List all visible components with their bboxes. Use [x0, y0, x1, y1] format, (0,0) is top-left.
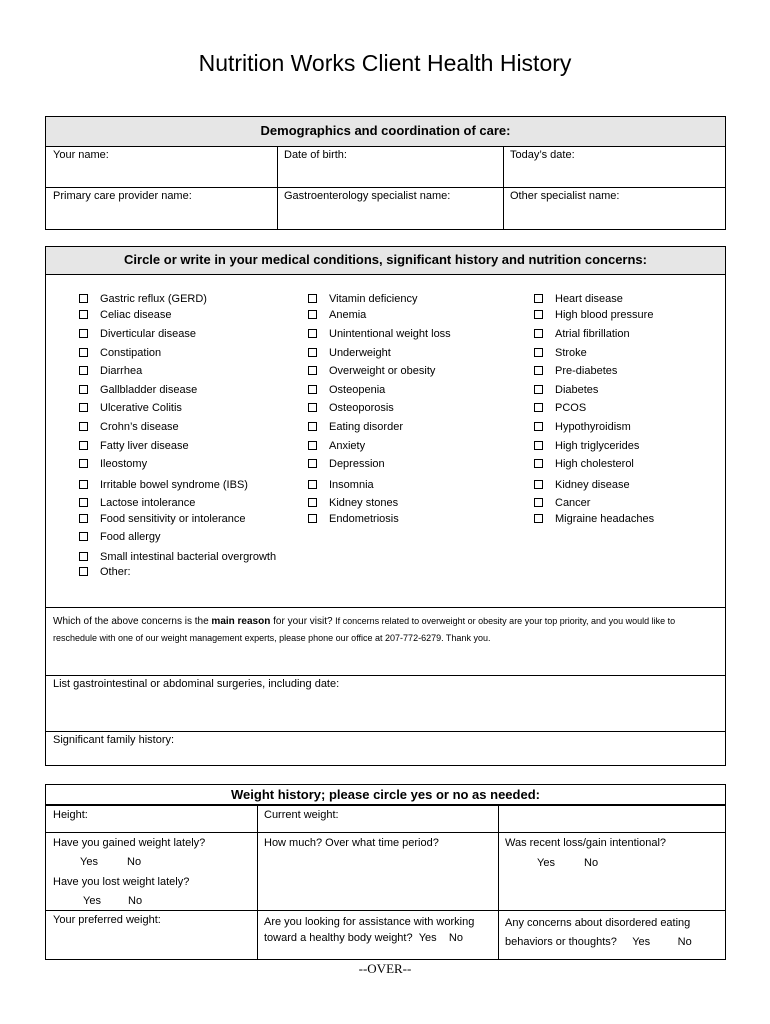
condition-label: Kidney disease — [555, 479, 630, 491]
checkbox-icon[interactable] — [79, 552, 88, 561]
condition-item[interactable] — [79, 347, 161, 359]
condition-label: Insomnia — [329, 479, 374, 491]
condition-label: Vitamin deficiency — [329, 293, 418, 305]
lost-weight-no[interactable]: No — [128, 895, 143, 907]
preferred-weight-field[interactable]: Your preferred weight: — [53, 914, 161, 926]
checkbox-icon[interactable] — [79, 498, 88, 507]
condition-item[interactable] — [308, 293, 417, 305]
condition-label: Hypothyroidism — [555, 421, 631, 433]
conditions-checklist — [46, 275, 725, 607]
condition-item[interactable] — [79, 402, 182, 414]
disordered-eating-text: Any concerns about disordered eating behaviors or thoughts? — [505, 917, 691, 948]
condition-item[interactable] — [534, 365, 617, 377]
main-reason-note: If concerns related to overweight or obesity are your top priority, and you would like to reschedule with one of our weight management experts, please phone our office at 207-772-6279. Thank you. — [53, 616, 676, 643]
assistance-no[interactable]: No — [448, 932, 463, 944]
checkbox-icon[interactable] — [534, 348, 543, 357]
condition-item[interactable] — [79, 458, 147, 470]
intentional-question: Was recent loss/gain intentional? — [505, 837, 667, 849]
checkbox-icon[interactable] — [308, 294, 317, 303]
condition-label: Ulcerative Colitis — [100, 402, 182, 414]
gained-weight-question: Have you gained weight lately? — [53, 837, 206, 849]
checkbox-icon[interactable] — [534, 366, 543, 375]
demographics-table — [45, 116, 726, 230]
condition-item[interactable] — [79, 551, 276, 563]
condition-item[interactable] — [308, 402, 394, 414]
condition-item[interactable] — [79, 497, 195, 509]
condition-item[interactable] — [79, 513, 246, 525]
intentional-no[interactable]: No — [584, 857, 599, 869]
conditions-header: Circle or write in your medical conditions, significant history and nutrition concerns: — [46, 247, 725, 275]
condition-label: Stroke — [555, 347, 587, 359]
current-weight-field[interactable]: Current weight: — [264, 809, 339, 821]
condition-item[interactable] — [308, 347, 391, 359]
height-field[interactable]: Height: — [53, 809, 88, 821]
condition-label: Osteopenia — [329, 384, 386, 396]
gastroenterology-specialist-field[interactable]: Gastroenterology specialist name: — [284, 190, 451, 202]
condition-label: Endometriosis — [329, 513, 399, 525]
condition-item[interactable] — [308, 309, 366, 321]
condition-item[interactable] — [534, 328, 630, 340]
condition-item[interactable] — [534, 402, 586, 414]
gained-weight-no[interactable]: No — [127, 856, 142, 868]
condition-label: Fatty liver disease — [100, 440, 189, 452]
condition-item[interactable] — [79, 365, 142, 377]
condition-item[interactable] — [534, 293, 623, 305]
checkbox-icon[interactable] — [534, 480, 543, 489]
disordered-eating-no[interactable]: No — [677, 936, 692, 948]
checkbox-icon[interactable] — [534, 294, 543, 303]
checkbox-icon[interactable] — [308, 366, 317, 375]
condition-item[interactable] — [79, 566, 131, 578]
checkbox-icon[interactable] — [79, 385, 88, 394]
condition-label: Other: — [100, 566, 131, 578]
condition-item[interactable] — [534, 497, 590, 509]
how-much-question[interactable]: How much? Over what time period? — [264, 837, 439, 849]
condition-item[interactable] — [308, 497, 398, 509]
condition-item[interactable] — [308, 479, 374, 491]
condition-item[interactable] — [534, 458, 634, 470]
surgeries-field[interactable]: List gastrointestinal or abdominal surgeries, including date: — [53, 678, 340, 690]
condition-label: Eating disorder — [329, 421, 403, 433]
assistance-yes[interactable]: Yes — [418, 932, 437, 944]
checkbox-icon[interactable] — [308, 514, 317, 523]
lost-weight-question: Have you lost weight lately? — [53, 876, 190, 888]
checkbox-icon[interactable] — [79, 329, 88, 338]
condition-label: High triglycerides — [555, 440, 640, 452]
condition-label: PCOS — [555, 402, 587, 414]
condition-item[interactable] — [79, 384, 197, 396]
condition-label: Anxiety — [329, 440, 366, 452]
condition-label: Kidney stones — [329, 497, 399, 509]
checkbox-icon[interactable] — [308, 441, 317, 450]
condition-label: Ileostomy — [100, 458, 148, 470]
main-reason-bold: main reason — [211, 616, 271, 627]
condition-label: Celiac disease — [100, 309, 172, 321]
condition-label: High blood pressure — [555, 309, 654, 321]
checkbox-icon[interactable] — [534, 459, 543, 468]
condition-label: Underweight — [329, 347, 391, 359]
checkbox-icon[interactable] — [308, 403, 317, 412]
condition-label: Osteoporosis — [329, 402, 394, 414]
condition-item[interactable] — [534, 421, 631, 433]
checkbox-icon[interactable] — [79, 567, 88, 576]
checkbox-icon[interactable] — [79, 480, 88, 489]
checkbox-icon[interactable] — [534, 385, 543, 394]
condition-label: Heart disease — [555, 293, 623, 305]
checkbox-icon[interactable] — [534, 514, 543, 523]
checkbox-icon[interactable] — [79, 403, 88, 412]
condition-item[interactable] — [79, 421, 179, 433]
family-history-field[interactable]: Significant family history: — [53, 734, 175, 746]
condition-label: Constipation — [100, 347, 162, 359]
condition-label: Food allergy — [100, 531, 161, 543]
assistance-question — [264, 914, 494, 946]
checkbox-icon[interactable] — [534, 441, 543, 450]
main-reason-suffix: for your visit? — [270, 616, 333, 627]
condition-item[interactable] — [79, 479, 248, 491]
condition-item[interactable] — [79, 531, 161, 543]
condition-item[interactable] — [308, 458, 385, 470]
checkbox-icon[interactable] — [308, 385, 317, 394]
checkbox-icon[interactable] — [534, 422, 543, 431]
condition-item[interactable] — [534, 384, 598, 396]
other-specialist-field[interactable]: Other specialist name: — [510, 190, 620, 202]
condition-label: Unintentional weight loss — [329, 328, 451, 340]
checkbox-icon[interactable] — [308, 310, 317, 319]
checkbox-icon[interactable] — [308, 422, 317, 431]
gained-weight-yes[interactable]: Yes — [80, 856, 98, 868]
disordered-eating-question — [505, 914, 721, 952]
condition-label: Small intestinal bacterial overgrowth — [100, 551, 277, 563]
checkbox-icon[interactable] — [79, 514, 88, 523]
condition-item[interactable] — [79, 293, 207, 305]
condition-item[interactable] — [534, 309, 653, 321]
checkbox-icon[interactable] — [534, 310, 543, 319]
lost-weight-yes[interactable]: Yes — [83, 895, 101, 907]
weight-history-table — [45, 784, 726, 960]
condition-label: Irritable bowel syndrome (IBS) — [100, 479, 248, 491]
condition-label: High cholesterol — [555, 458, 634, 470]
condition-item[interactable] — [308, 365, 435, 377]
condition-label: Atrial fibrillation — [555, 328, 630, 340]
page-title: Nutrition Works Client Health History — [198, 50, 572, 76]
condition-item[interactable] — [79, 328, 196, 340]
condition-item[interactable] — [534, 347, 587, 359]
condition-item[interactable] — [308, 328, 451, 340]
checkbox-icon[interactable] — [308, 348, 317, 357]
condition-item[interactable] — [308, 513, 399, 525]
condition-item[interactable] — [534, 513, 654, 525]
condition-label: Lactose intolerance — [100, 497, 196, 509]
condition-label: Gastric reflux (GERD) — [100, 293, 207, 305]
primary-care-provider-field[interactable]: Primary care provider name: — [53, 190, 192, 202]
condition-label: Crohn’s disease — [100, 421, 179, 433]
checkbox-icon[interactable] — [534, 498, 543, 507]
conditions-table — [45, 246, 726, 766]
condition-item[interactable] — [79, 440, 189, 452]
checkbox-icon[interactable] — [534, 329, 543, 338]
checkbox-icon[interactable] — [79, 422, 88, 431]
condition-label: Anemia — [329, 309, 367, 321]
checkbox-icon[interactable] — [308, 498, 317, 507]
condition-item[interactable] — [308, 384, 385, 396]
condition-item[interactable] — [79, 309, 172, 321]
main-reason-question[interactable] — [53, 613, 721, 647]
weight-header: Weight history; please circle yes or no as needed: — [46, 785, 725, 805]
todays-date-field[interactable]: Today’s date: — [510, 149, 575, 161]
condition-item[interactable] — [534, 440, 639, 452]
main-reason-prefix: Which of the above concerns is the — [53, 616, 212, 627]
checkbox-icon[interactable] — [79, 310, 88, 319]
condition-label: Pre-diabetes — [555, 365, 618, 377]
checkbox-icon[interactable] — [308, 480, 317, 489]
date-of-birth-field[interactable]: Date of birth: — [284, 149, 347, 161]
condition-label: Food sensitivity or intolerance — [100, 513, 246, 525]
demographics-header: Demographics and coordination of care: — [46, 117, 725, 147]
condition-label: Migraine headaches — [555, 513, 655, 525]
condition-label: Cancer — [555, 497, 591, 509]
condition-label: Diarrhea — [100, 365, 143, 377]
condition-item[interactable] — [534, 479, 630, 491]
condition-label: Overweight or obesity — [329, 365, 436, 377]
over-footer: --OVER-- — [358, 961, 412, 976]
checkbox-icon[interactable] — [308, 329, 317, 338]
checkbox-icon[interactable] — [79, 294, 88, 303]
checkbox-icon[interactable] — [534, 403, 543, 412]
disordered-eating-yes[interactable]: Yes — [632, 936, 651, 948]
checkbox-icon[interactable] — [79, 441, 88, 450]
checkbox-icon[interactable] — [79, 459, 88, 468]
condition-label: Diverticular disease — [100, 328, 196, 340]
condition-label: Gallbladder disease — [100, 384, 198, 396]
your-name-field[interactable]: Your name: — [53, 149, 109, 161]
intentional-yes[interactable]: Yes — [537, 857, 555, 869]
checkbox-icon[interactable] — [308, 459, 317, 468]
checkbox-icon[interactable] — [79, 532, 88, 541]
condition-item[interactable] — [308, 421, 403, 433]
assistance-text: Are you looking for assistance with working toward a healthy body weight? — [264, 916, 475, 944]
condition-item[interactable] — [308, 440, 365, 452]
condition-label: Diabetes — [555, 384, 599, 396]
checkbox-icon[interactable] — [79, 348, 88, 357]
checkbox-icon[interactable] — [79, 366, 88, 375]
condition-label: Depression — [329, 458, 385, 470]
